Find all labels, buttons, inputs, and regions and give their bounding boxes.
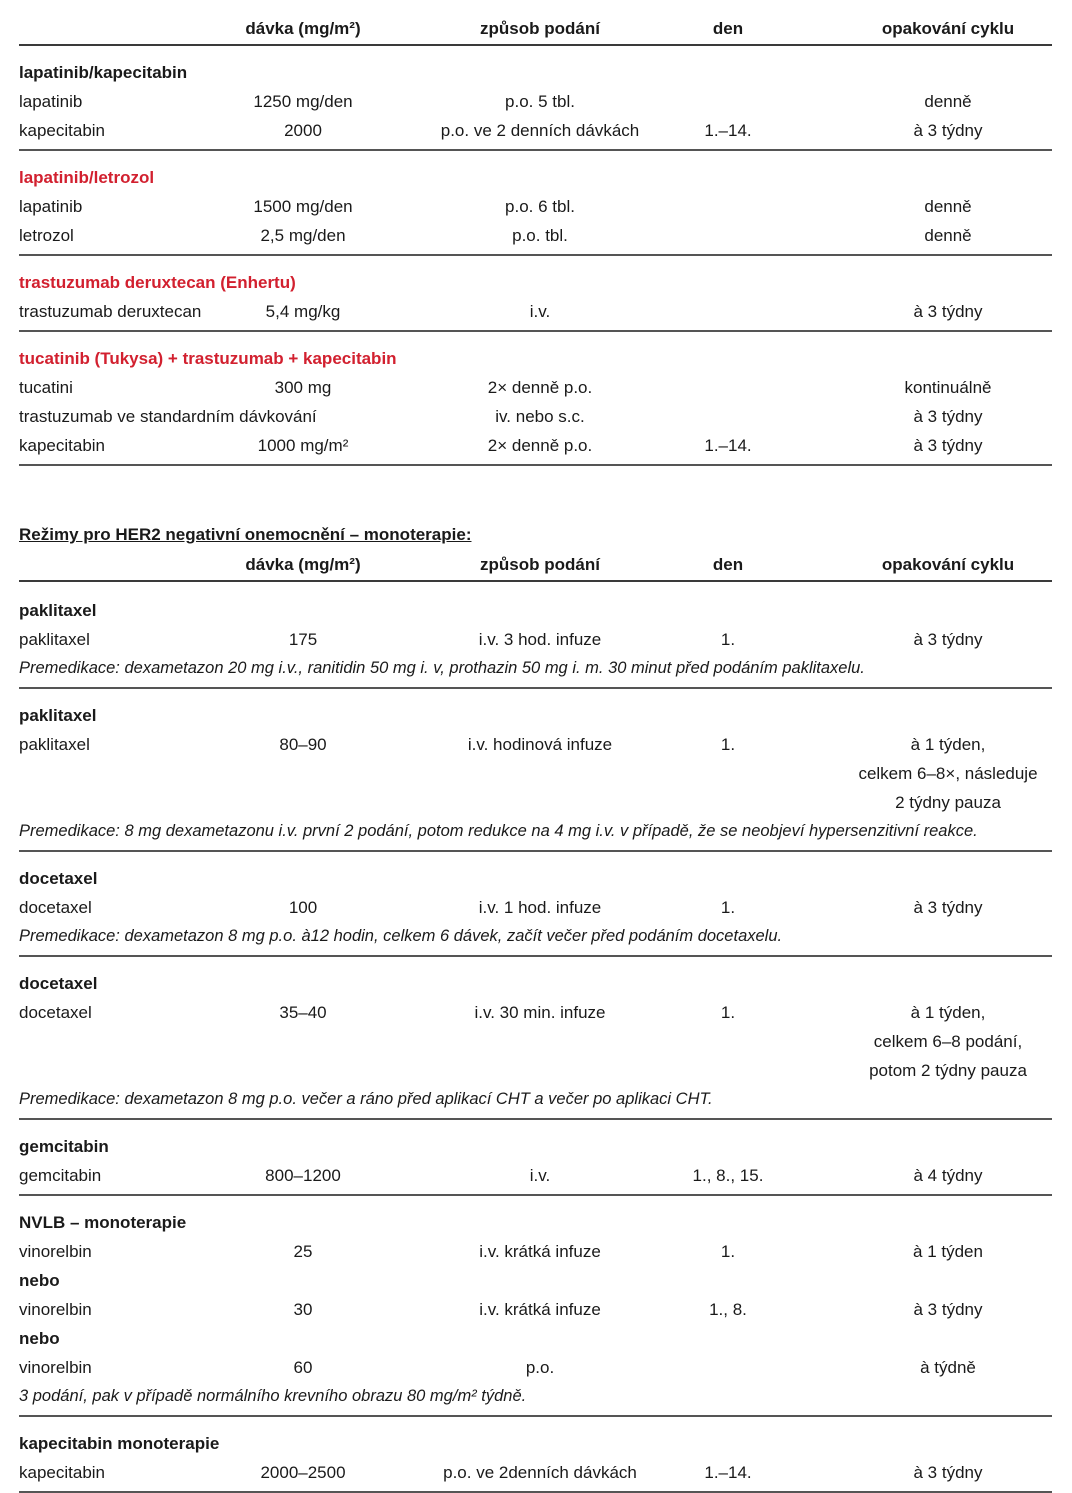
header-cycle: opakování cyklu [881, 19, 1015, 38]
regimen-title: paklitaxel [19, 706, 97, 725]
table-row [19, 1161, 1052, 1190]
drug-name: paklitaxel [19, 630, 90, 649]
divider [19, 951, 1052, 957]
drug-name: letrozol [19, 226, 74, 245]
dose: 35–40 [279, 1003, 327, 1022]
cycle-repeat [913, 1237, 983, 1266]
drug-name: tucatini [19, 378, 73, 397]
table-row [19, 893, 1052, 922]
cycle-repeat [858, 730, 1037, 817]
cycle-repeat [920, 1353, 976, 1382]
cycle-line: à 1 týden, [910, 1003, 986, 1022]
table-row [19, 998, 1052, 1085]
cycle-line: à 3 týdny [913, 898, 983, 917]
header-day: den [712, 19, 744, 38]
drug-name: kapecitabin [19, 121, 106, 140]
cycle-repeat [914, 431, 983, 460]
day: 1. [720, 630, 736, 649]
drug-name: gemcitabin [19, 1166, 102, 1185]
cycle-line: à 3 týdny [913, 121, 983, 140]
cycle-line: denně [924, 197, 972, 216]
premedication-note: Premedikace: 8 mg dexametazonu i.v. první 2 podání, potom redukce na 4 mg i.v. v případě, že se neobjeví hypersenzitivní reakce. [19, 822, 978, 840]
premedication-note: Premedikace: dexametazon 20 mg i.v., ranitidin 50 mg i. v, prothazin 50 mg i. m. 30 minut před podáním paklitaxelu. [19, 659, 865, 677]
divider [19, 326, 1052, 332]
route: p.o. [525, 1358, 555, 1377]
cycle-repeat [905, 373, 992, 402]
header-route: způsob podání [480, 19, 600, 38]
cycle-repeat [924, 221, 971, 250]
table-row [19, 87, 1052, 116]
cycle-line: 2 týdny pauza [895, 793, 1001, 812]
divider [19, 683, 1052, 689]
route: i.v. [529, 1166, 551, 1185]
cycle-repeat [914, 625, 983, 654]
dose: 175 [288, 630, 318, 649]
dose: 80–90 [279, 735, 327, 754]
divider [19, 460, 1052, 466]
cycle-line: à 3 týdny [913, 1300, 983, 1319]
cycle-repeat [914, 1295, 983, 1324]
route: i.v. 30 min. infuze [474, 1003, 606, 1022]
day: 1. [720, 1003, 736, 1022]
regimen-title: gemcitabin [19, 1137, 109, 1156]
route: i.v. 3 hod. infuze [478, 630, 602, 649]
day: 1.–14. [704, 121, 752, 140]
cycle-line: celkem 6–8 podání, [873, 1032, 1023, 1051]
regimen-group [19, 1132, 1052, 1196]
day: 1. [720, 1242, 736, 1261]
dose: 60 [293, 1358, 313, 1377]
regimen-group [19, 1208, 1052, 1417]
table-row [19, 116, 1052, 145]
divider [19, 1190, 1052, 1196]
regimen-title: docetaxel [19, 974, 98, 993]
drug-name: trastuzumab ve standardním dávkování [19, 407, 317, 426]
divider [19, 250, 1052, 256]
table-row [19, 1353, 1052, 1382]
table-row [19, 730, 1052, 817]
table-row [19, 402, 1052, 431]
table-row [19, 221, 1052, 250]
day: 1.–14. [704, 1463, 752, 1482]
day: 1., 8. [709, 1300, 747, 1319]
header-dose: dávka (mg/m²) [245, 19, 361, 38]
cycle-line: à 1 týden [913, 1242, 983, 1261]
premedication-note: 3 podání, pak v případě normálního krevního obrazu 80 mg/m² týdně. [19, 1387, 527, 1405]
cycle-repeat [914, 402, 983, 431]
table-row [19, 431, 1052, 460]
alternative-label: nebo [19, 1329, 60, 1348]
route: p.o. ve 2 denních dávkách [440, 121, 640, 140]
divider [19, 1487, 1052, 1493]
drug-name: docetaxel [19, 1003, 92, 1022]
dose: 5,4 mg/kg [265, 302, 341, 321]
drug-name: kapecitabin [19, 436, 106, 455]
cycle-line: à 3 týdny [913, 1463, 983, 1482]
cycle-line: potom 2 týdny pauza [869, 1061, 1027, 1080]
regimen-group [19, 58, 1052, 151]
route: iv. nebo s.c. [495, 407, 585, 426]
cycle-line: à 1 týden, [910, 735, 986, 754]
dose: 300 mg [274, 378, 332, 397]
section-title-her2-negative: Režimy pro HER2 negativní onemocnění – monoterapie: [19, 525, 472, 544]
table-row [19, 1237, 1052, 1266]
cycle-repeat [914, 1458, 983, 1487]
dose: 30 [293, 1300, 313, 1319]
cycle-line: à 4 týdny [913, 1166, 983, 1185]
cycle-repeat [869, 998, 1027, 1085]
header-route: způsob podání [480, 555, 600, 574]
day: 1., 8., 15. [692, 1166, 764, 1185]
regimen-title: lapatinib/kapecitabin [19, 63, 188, 82]
premedication-note: Premedikace: dexametazon 8 mg p.o. à12 hodin, celkem 6 dávek, začít večer před podáním docetaxelu. [19, 927, 783, 945]
cycle-line: celkem 6–8×, následuje [858, 764, 1038, 783]
table-header-her2-positive [19, 14, 1052, 46]
dose: 2000–2500 [260, 1463, 346, 1482]
regimen-document [19, 0, 1052, 1493]
dose: 1500 mg/den [253, 197, 353, 216]
route: p.o. ve 2denních dávkách [443, 1463, 637, 1482]
drug-name: trastuzumab deruxtecan [19, 302, 202, 321]
dose: 2000 [284, 121, 322, 140]
route: p.o. 6 tbl. [505, 197, 575, 216]
cycle-repeat [914, 116, 983, 145]
table-row [19, 625, 1052, 654]
route: 2× denně p.o. [487, 436, 593, 455]
regimen-group [19, 969, 1052, 1120]
regimen-title: kapecitabin monoterapie [19, 1434, 220, 1453]
cycle-line: denně [924, 226, 972, 245]
table-row [19, 373, 1052, 402]
drug-name: vinorelbin [19, 1300, 92, 1319]
cycle-line: à 3 týdny [913, 436, 983, 455]
day: 1. [720, 898, 736, 917]
cycle-line: à 3 týdny [913, 407, 983, 426]
drug-name: vinorelbin [19, 1358, 92, 1377]
her2-negative-regimens [19, 596, 1052, 1493]
dose: 2,5 mg/den [260, 226, 346, 245]
drug-name: docetaxel [19, 898, 92, 917]
route: i.v. [529, 302, 551, 321]
regimen-title: lapatinib/letrozol [19, 168, 155, 187]
regimen-title: trastuzumab deruxtecan (Enhertu) [19, 273, 296, 292]
route: i.v. hodinová infuze [467, 735, 613, 754]
cycle-line: denně [924, 92, 972, 111]
divider [19, 145, 1052, 151]
table-row [19, 1295, 1052, 1324]
drug-name: lapatinib [19, 92, 83, 111]
cycle-repeat [914, 893, 983, 922]
route: p.o. 5 tbl. [505, 92, 575, 111]
drug-name: kapecitabin [19, 1463, 106, 1482]
regimen-title: NVLB – monoterapie [19, 1213, 187, 1232]
header-day: den [712, 555, 744, 574]
dose: 25 [293, 1242, 313, 1261]
table-header-her2-negative [19, 550, 1052, 582]
regimen-title: tucatinib (Tukysa) + trastuzumab + kapecitabin [19, 349, 397, 368]
route: i.v. 1 hod. infuze [478, 898, 602, 917]
drug-name: vinorelbin [19, 1242, 92, 1261]
dose: 800–1200 [265, 1166, 341, 1185]
regimen-group [19, 344, 1052, 466]
route: p.o. tbl. [512, 226, 568, 245]
cycle-line: à týdně [920, 1358, 976, 1377]
regimen-group [19, 864, 1052, 957]
regimen-group [19, 701, 1052, 852]
divider [19, 1411, 1052, 1417]
regimen-title: docetaxel [19, 869, 98, 888]
premedication-note: Premedikace: dexametazon 8 mg p.o. večer a ráno před aplikací CHT a večer po aplikaci CHT. [19, 1090, 713, 1108]
dose: 1000 mg/m² [257, 436, 349, 455]
cycle-repeat [914, 297, 983, 326]
day: 1.–14. [704, 436, 752, 455]
cycle-line: à 3 týdny [913, 630, 983, 649]
route: i.v. krátká infuze [479, 1242, 601, 1261]
cycle-repeat [924, 192, 971, 221]
day: 1. [720, 735, 736, 754]
dose: 100 [288, 898, 318, 917]
dose: 1250 mg/den [253, 92, 353, 111]
drug-name: paklitaxel [19, 735, 90, 754]
alternative-label: nebo [19, 1271, 60, 1290]
regimen-group [19, 268, 1052, 332]
header-dose: dávka (mg/m²) [245, 555, 361, 574]
regimen-group [19, 163, 1052, 256]
divider [19, 1114, 1052, 1120]
cycle-line: kontinuálně [904, 378, 992, 397]
cycle-repeat [924, 87, 971, 116]
table-row [19, 297, 1052, 326]
table-row [19, 192, 1052, 221]
regimen-group [19, 1429, 1052, 1493]
drug-name: lapatinib [19, 197, 83, 216]
regimen-group [19, 596, 1052, 689]
her2-positive-regimens [19, 58, 1052, 466]
route: i.v. krátká infuze [479, 1300, 601, 1319]
divider [19, 846, 1052, 852]
cycle-line: à 3 týdny [913, 302, 983, 321]
route: 2× denně p.o. [487, 378, 593, 397]
regimen-title: paklitaxel [19, 601, 97, 620]
table-row [19, 1458, 1052, 1487]
cycle-repeat [914, 1161, 983, 1190]
header-cycle: opakování cyklu [881, 555, 1015, 574]
